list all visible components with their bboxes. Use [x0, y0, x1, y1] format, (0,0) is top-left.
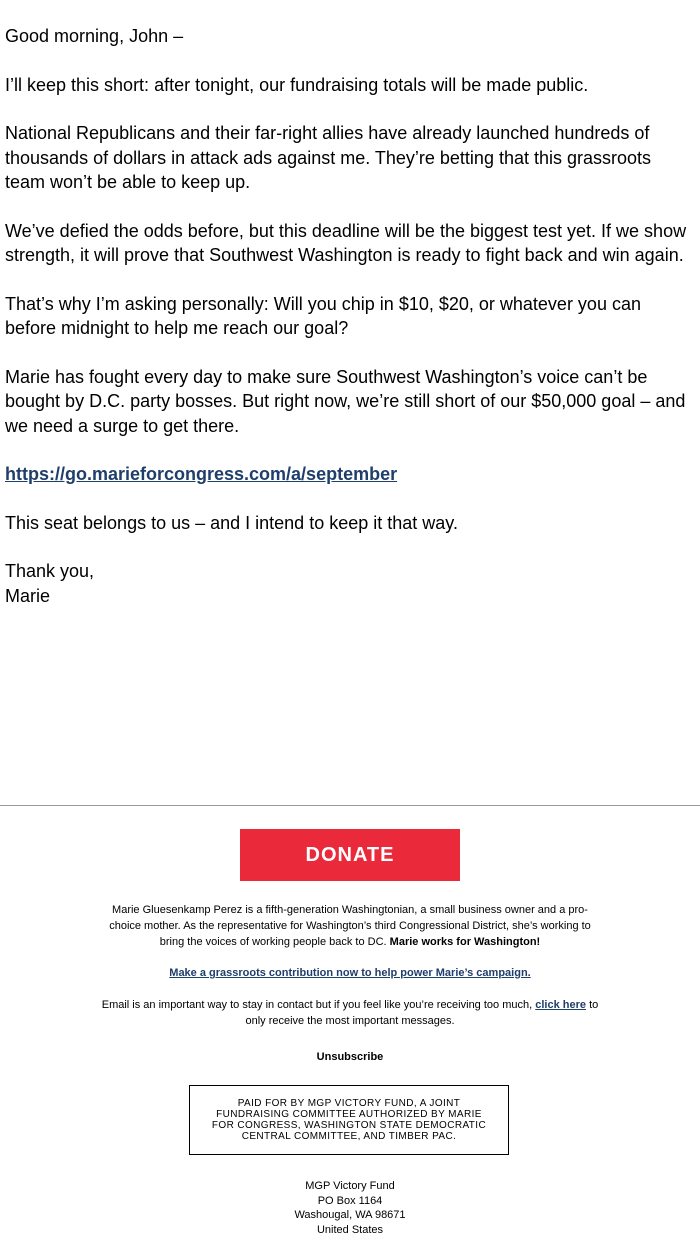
- signature: Marie: [5, 585, 51, 606]
- address-line-2: PO Box 1164: [317, 1194, 383, 1207]
- paragraph-5: Marie has fought every day to make sure Southwest Washington’s voice can’t be bought by D.C. party bosses. But right now, we’re still short of our $50,000 goal – and we need a surge to get there.: [5, 366, 686, 436]
- email-preferences-text: [100, 997, 600, 1029]
- address-line-3: Washougal, WA 98671: [294, 1209, 406, 1221]
- about-description: Marie Gluesenkamp Perez is a fifth-generation Washingtonian, a small business owner and a pro-choice mother. As the representative for Washington’s third Congressional District, she’s working to bring the voices of working people back to DC.: [109, 904, 591, 948]
- paragraph-1: I’ll keep this short: after tonight, our fundraising totals will be made public.: [5, 74, 589, 95]
- paragraph-4: That’s why I’m asking personally: Will you chip in $10, $20, or whatever you can before midnight to help me reach our goal?: [5, 293, 641, 338]
- donate-button[interactable]: DONATE: [240, 829, 460, 881]
- about-text: [100, 902, 600, 950]
- paid-for-disclaimer: [189, 1085, 509, 1155]
- email-pref-after: to only receive the most important messages.: [245, 999, 599, 1027]
- signoff-block: [5, 559, 693, 608]
- signoff: Thank you,: [5, 561, 95, 581]
- closing-line: This seat belongs to us – and I intend to keep it that way.: [5, 512, 458, 533]
- paragraph-3: We’ve defied the odds before, but this deadline will be the biggest test yet. If we show strength, it will prove that Southwest Washington is ready to fight back and win again.: [5, 220, 687, 265]
- contribute-line: [100, 965, 600, 981]
- mailing-address: [200, 1179, 500, 1237]
- click-here-link[interactable]: click here: [535, 999, 586, 1011]
- contribute-link[interactable]: Make a grassroots contribution now to help power Marie’s campaign.: [169, 967, 531, 979]
- unsubscribe-link[interactable]: Unsubscribe: [316, 1051, 384, 1063]
- address-line-4: United States: [316, 1223, 384, 1236]
- footer-divider: [0, 805, 700, 806]
- email-pref-before: Email is an important way to stay in contact but if you feel like you’re receiving too much,: [101, 999, 533, 1011]
- about-tagline: Marie works for Washington!: [389, 936, 541, 948]
- greeting: Good morning, John –: [5, 26, 184, 46]
- address-line-1: MGP Victory Fund: [305, 1180, 395, 1192]
- paid-for-text: PAID FOR BY MGP VICTORY FUND, A JOINT FUNDRAISING COMMITTEE AUTHORIZED BY MARIE FOR CONGRESS, WASHINGTON STATE DEMOCRATIC CENTRAL COMMITTEE, AND TIMBER PAC.: [211, 1098, 487, 1142]
- donation-link-paragraph: [5, 462, 693, 487]
- paragraph-2: National Republicans and their far-right allies have already launched hundreds of thousands of dollars in attack ads against me. They’re betting that this grassroots team won’t be able to keep up.: [5, 123, 652, 192]
- email-body: [5, 24, 693, 608]
- donation-link[interactable]: https://go.marieforcongress.com/a/september: [5, 464, 398, 484]
